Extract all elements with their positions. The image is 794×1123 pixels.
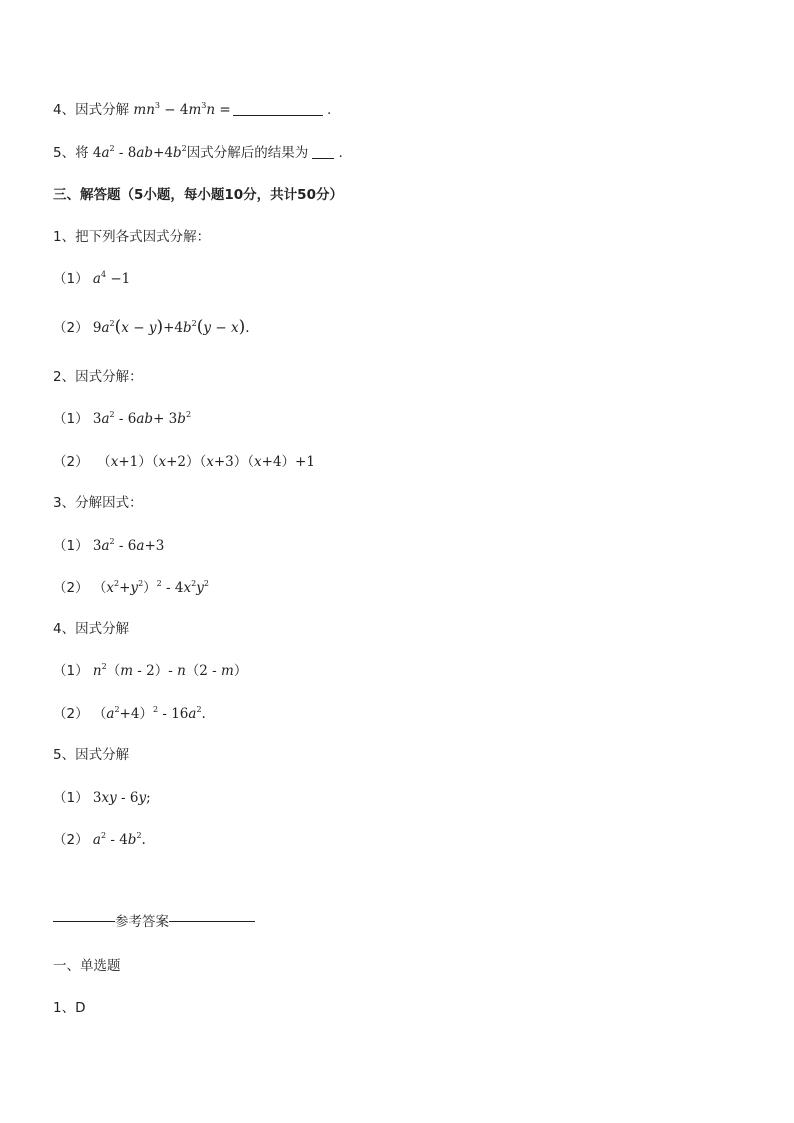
answer-divider bbox=[53, 913, 255, 931]
question-5-part-2 bbox=[53, 831, 146, 849]
question-5-part-1 bbox=[53, 789, 151, 807]
part-label: （1） bbox=[53, 271, 89, 287]
section-title: 三、解答题（5小题，每小题10分，共计50分） bbox=[53, 187, 343, 203]
question-2-head: 2、因式分解： bbox=[53, 369, 143, 385]
math-expression: $n^2(m - 2)-$ n（2 - m） bbox=[92, 662, 248, 679]
divider-line-right bbox=[169, 921, 255, 922]
math-expression: $4a^2 - 8ab+4b^2$ bbox=[92, 144, 187, 161]
question-4-part-1 bbox=[53, 662, 247, 680]
part-label: （1） bbox=[53, 411, 89, 427]
answer-blank bbox=[312, 145, 334, 159]
question-number: 5、 bbox=[53, 145, 76, 161]
fill-blank-q5 bbox=[53, 144, 343, 162]
question-text: 因式分解 bbox=[75, 102, 130, 118]
part-label: （2） bbox=[53, 832, 89, 848]
part-label: （1） bbox=[53, 538, 89, 554]
math-expression: $3a^2 - 6a+3$ bbox=[92, 537, 165, 554]
question-number: 4、 bbox=[53, 102, 76, 118]
part-label: （2） bbox=[53, 580, 89, 596]
part-label: （1） bbox=[53, 663, 89, 679]
answer-item: 1、D bbox=[53, 1000, 86, 1016]
question-3-part-2 bbox=[53, 579, 209, 597]
part-label: （2） bbox=[53, 320, 89, 336]
answer-section-title: 一、单选题 bbox=[53, 958, 121, 974]
answer-divider-label: 参考答案 bbox=[115, 914, 169, 930]
question-3-head: 3、分解因式： bbox=[53, 495, 143, 511]
math-expression: $(x^2+y^2)^2 - 4x^2y^2$ bbox=[92, 579, 209, 596]
divider-line-left bbox=[53, 921, 115, 922]
question-suffix: . bbox=[338, 145, 343, 161]
answer-blank bbox=[233, 102, 323, 116]
math-expression: $9a^2(x - y)+4b^2(y - x)$. bbox=[92, 317, 250, 337]
question-2-part-2 bbox=[53, 453, 315, 471]
part-label: （2） bbox=[53, 706, 89, 722]
question-4-head: 4、因式分解 bbox=[53, 621, 130, 637]
math-expression: $3a^2 - 6ab+ 3b^2$ bbox=[92, 410, 192, 427]
question-text: 因式分解后的结果为 bbox=[186, 145, 309, 161]
question-4-part-2 bbox=[53, 705, 206, 723]
part-label: （1） bbox=[53, 790, 89, 806]
question-5-head: 5、因式分解 bbox=[53, 747, 130, 763]
math-expression: 3xy - 6y; bbox=[92, 790, 151, 806]
question-suffix: . bbox=[326, 102, 332, 118]
fill-blank-q4 bbox=[53, 101, 331, 119]
math-expression: $a^2 - 4b^2$. bbox=[92, 831, 146, 848]
math-expression: $(a^2+4)^2 - 16a^2$. bbox=[92, 705, 206, 722]
question-1-part-2 bbox=[53, 318, 250, 337]
math-expression: （x+1）（x+2）（x+3）（x+4）+1 bbox=[92, 454, 315, 470]
question-3-part-1 bbox=[53, 537, 164, 555]
question-pre: 将 bbox=[75, 145, 89, 161]
question-2-part-1 bbox=[53, 410, 191, 428]
question-1-part-1 bbox=[53, 270, 130, 288]
math-expression: $a^4 -1$ bbox=[92, 270, 131, 287]
part-label: （2） bbox=[53, 454, 89, 470]
math-expression: $mn^3 - 4m^3n$ = bbox=[133, 101, 231, 118]
question-1-head: 1、把下列各式因式分解： bbox=[53, 229, 211, 245]
